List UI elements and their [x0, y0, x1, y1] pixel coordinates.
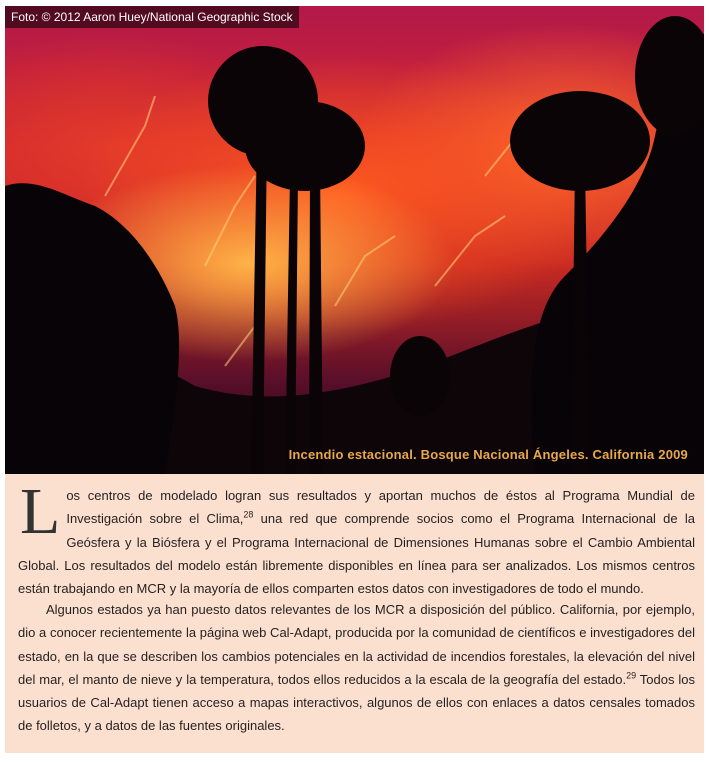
article-box: [5, 474, 704, 753]
paragraph-2: [18, 598, 695, 738]
drop-cap: L: [20, 475, 61, 548]
paragraph-1-text-b: una red que comprende socios como el Programa Internacional de la Geósfera y la Biósfera y el Programa Internacional de Dimensiones Humanas sobre el Cambio Ambiental Global. Los resultados del modelo están libremente disponibles en línea para ser analizados. Los mismos centros están trabajando en MCR y la mayoría de ellos comparten estos datos con investigadores de todo el mundo.: [18, 511, 695, 597]
paragraph-2-text-b: Todos los usuarios de Cal-Adapt tienen acceso a mapas interactivos, algunos de ellos con enlaces a datos censales tomados de folletos, y a datos de las fuentes originales.: [18, 671, 696, 734]
photo-caption: Incendio estacional. Bosque Nacional Ángeles. California 2009: [288, 447, 688, 462]
palm-silhouettes: [5, 6, 704, 474]
footnote-ref-28: 28: [243, 509, 254, 520]
paragraph-2-text-a: Algunos estados ya han puesto datos relevantes de los MCR a disposición del público. California, por ejemplo, dio a conocer recientemente la página web Cal-Adapt, producida por la comunidad de científicos e investigadores del estado, en la que se describen los cambios potenciales en la actividad de incendios forestales, la elevación del nivel del mar, el manto de nieve y la temperatura, todos ellos reducidos a la escala de la geografía del estado.: [18, 602, 695, 687]
photo-credit: Foto: © 2012 Aaron Huey/National Geographic Stock: [5, 6, 299, 28]
paragraph-1-text-a: os centros de modelado logran sus resultados y aportan muchos de éstos al Programa Mundial de Investigación sobre el Clima,: [66, 488, 695, 527]
wildfire-photo: [5, 6, 704, 474]
paragraph-1: [18, 475, 695, 600]
footnote-ref-29: 29: [626, 670, 637, 681]
